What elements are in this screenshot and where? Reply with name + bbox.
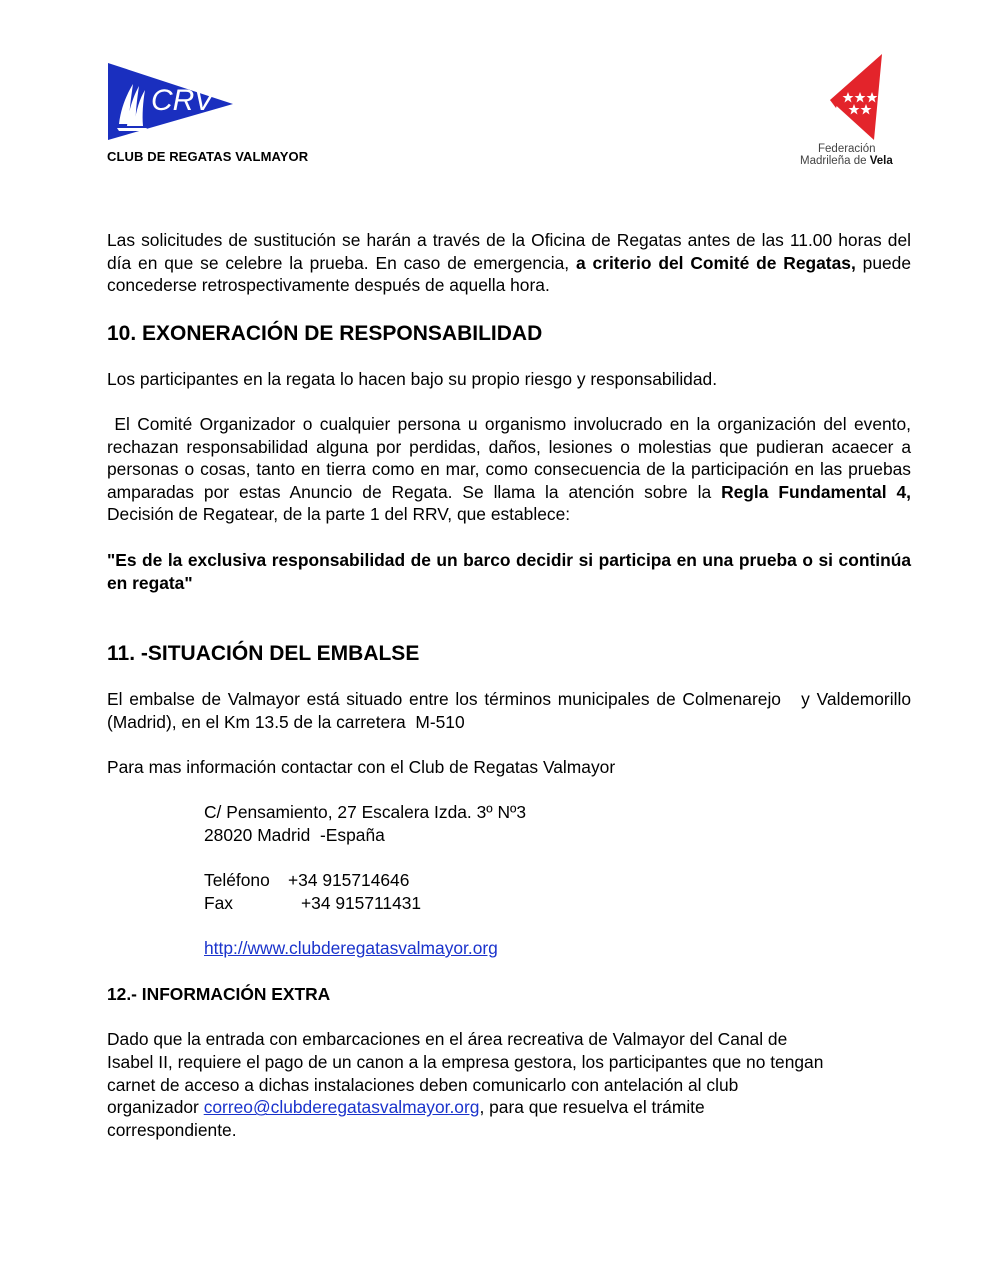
fax-number: +34 915711431 xyxy=(301,893,422,913)
section-12-line4-post: , para que resuelva el trámite xyxy=(479,1097,705,1118)
address-line-1: C/ Pensamiento, 27 Escalera Izda. 3º Nº3 xyxy=(204,802,527,822)
phone-label: Teléfono xyxy=(204,870,270,890)
fmv-logo xyxy=(824,52,886,142)
intro-text-2: puede concederse retrospectivamente después de aquella hora. xyxy=(107,252,912,296)
section-12-line4-pre: organizador xyxy=(107,1097,204,1118)
section-12-title: 12.- INFORMACIÓN EXTRA xyxy=(107,984,331,1004)
section-12-line: correspondiente. xyxy=(107,1120,237,1141)
section-12-line-email xyxy=(107,1096,823,1119)
section-10-p2-text-2: Decisión de Regatear, de la parte 1 del RRV, que establece: xyxy=(107,481,916,525)
website-row xyxy=(204,937,498,960)
section-12-body xyxy=(107,1028,823,1142)
section-10-p2-text-1: El Comité Organizador o cualquier persona u organismo involucrado en la organización del evento, rechazan responsabilidad alguna por perdidas, daños, lesiones o molestias que pudieran acaecer a personas o cosas, tanto en tierra como en mar, como consecuencia de la participación en las pruebas amparadas por estas Anuncio de Regata. Se llama la atención sobre la xyxy=(107,414,916,502)
intro-text-1: Las solicitudes de sustitución se harán a través de la Oficina de Regatas antes de las 11.00 horas del día en que se celebre la prueba. En caso de emergencia, xyxy=(107,230,911,273)
section-10-quote: "Es de la exclusiva responsabilidad de un barco decidir si participa en una prueba o si continúa en regata" xyxy=(107,550,911,593)
phone-number: +34 915714646 xyxy=(288,870,410,890)
crv-logo xyxy=(107,62,235,142)
section-10-p2 xyxy=(107,413,916,526)
section-10-p2-bold: Regla Fundamental 4, xyxy=(721,481,911,502)
intro-bold: a criterio del Comité de Regatas, xyxy=(575,252,856,273)
crv-logo-text: CRV xyxy=(151,84,214,117)
phone-row xyxy=(204,869,410,892)
section-12-line: carnet de acceso a dichas instalaciones deben comunicarlo con antelación al club xyxy=(107,1074,739,1095)
section-11-p2: Para mas información contactar con el Club de Regatas Valmayor xyxy=(107,757,616,777)
email-link[interactable]: correo@clubderegatasvalmayor.org xyxy=(203,1097,480,1118)
fmv-logo-line2 xyxy=(800,155,893,167)
section-12-line: Dado que la entrada con embarcaciones en el área recreativa de Valmayor del Canal de xyxy=(107,1029,788,1049)
section-12-line: Isabel II, requiere el pago de un canon a la empresa gestora, los participantes que no tengan xyxy=(107,1051,824,1072)
fmv-logo-line2-text: Madrileña de xyxy=(800,155,867,167)
fax-label: Fax xyxy=(204,893,233,913)
intro-paragraph xyxy=(107,229,911,297)
section-11-title: 11. -SITUACIÓN DEL EMBALSE xyxy=(107,642,420,665)
section-10-p1: Los participantes en la regata lo hacen bajo su propio riesgo y responsabilidad. xyxy=(107,369,718,389)
fmv-logo-vela: Vela xyxy=(869,155,893,167)
fmv-sail-logo-icon xyxy=(824,52,886,142)
address-line-2: 28020 Madrid -España xyxy=(204,825,385,845)
website-link[interactable]: http://www.clubderegatasvalmayor.org xyxy=(204,938,498,958)
club-name: CLUB DE REGATAS VALMAYOR xyxy=(107,149,309,164)
fmv-logo-line1: Federación xyxy=(818,143,876,155)
section-11-p1: El embalse de Valmayor está situado entre los términos municipales de Colmenarejo y Valdemorillo (Madrid), en el Km 13.5 de la carretera M-510 xyxy=(107,689,916,732)
crv-pennant-logo-icon xyxy=(107,62,235,142)
fax-row xyxy=(204,892,422,915)
section-10-title: 10. EXONERACIÓN DE RESPONSABILIDAD xyxy=(107,322,543,345)
